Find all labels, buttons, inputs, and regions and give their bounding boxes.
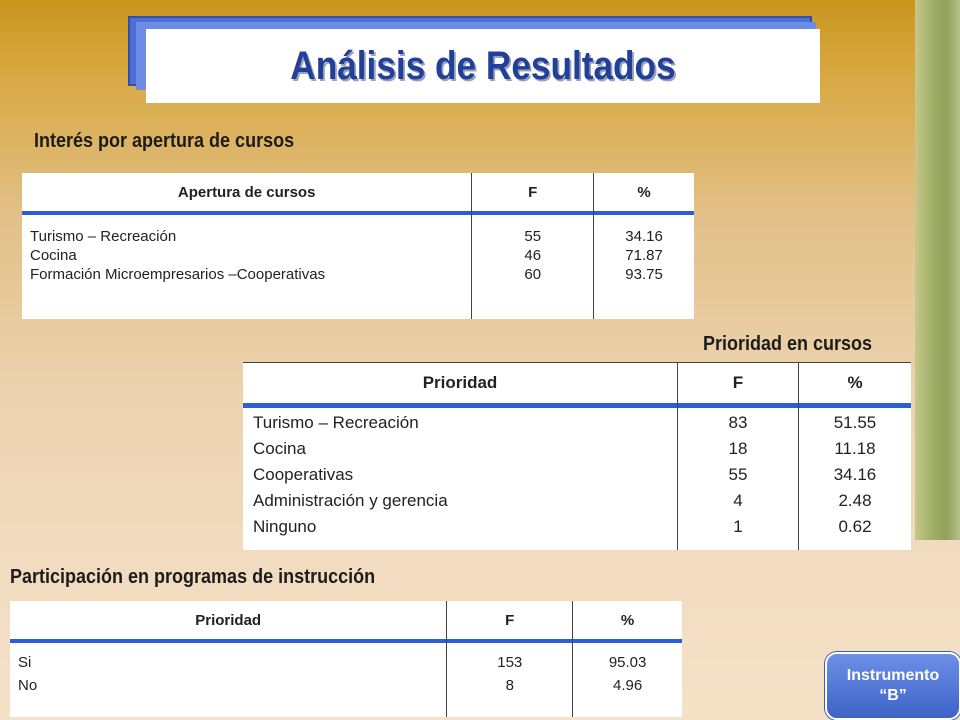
table-cell-label: Cooperativas <box>253 465 354 484</box>
table-cell-pct: 34.16 <box>833 465 877 484</box>
table-cell-f: 60 <box>524 266 542 283</box>
table-apertura-cursos <box>22 173 694 319</box>
label-column <box>10 643 446 717</box>
table-cell-f: 8 <box>505 677 514 694</box>
label-column <box>243 408 677 550</box>
table-cell-pct: 51.55 <box>833 413 877 432</box>
badge-line-1: Instrumento <box>846 667 940 684</box>
table-cell-pct: 4.96 <box>612 677 643 694</box>
table-body <box>22 215 694 319</box>
table-body <box>243 408 911 550</box>
table-cell-pct: 95.03 <box>608 654 647 671</box>
column-header-f: F <box>446 601 572 639</box>
table-cell-label: Formación Microempresarios –Cooperativas <box>30 266 326 283</box>
column-header-pct: % <box>572 601 682 639</box>
table-cell-pct: 11.18 <box>834 439 876 458</box>
section-heading-apertura: Interés por apertura de cursos <box>34 130 295 152</box>
table-cell-label: Turismo – Recreación <box>30 228 177 245</box>
pct-column <box>593 215 694 319</box>
column-header-prioridad: Prioridad <box>422 373 498 392</box>
table-cell-pct: 93.75 <box>625 266 663 283</box>
badge-line-2: “B” <box>879 687 907 704</box>
f-column <box>446 643 572 717</box>
table-cell-label: Ninguno <box>253 517 317 536</box>
column-header-apertura: Apertura de cursos <box>177 183 316 201</box>
table-cell-f: 83 <box>728 413 748 432</box>
table-cell-f: 55 <box>728 465 748 484</box>
pct-column <box>798 408 911 550</box>
table-header <box>243 362 911 403</box>
f-column <box>471 215 593 319</box>
column-header-f: F <box>471 173 593 211</box>
label-column <box>22 215 471 319</box>
table-header <box>22 173 694 211</box>
table-cell-f: 46 <box>524 247 542 264</box>
table-cell-label: Cocina <box>30 247 77 264</box>
table-cell-f: 1 <box>733 517 743 536</box>
page-title: Análisis de Resultados <box>290 43 676 88</box>
table-cell-pct: 71.87 <box>625 247 663 264</box>
table-cell-label: Si <box>18 654 32 671</box>
f-column <box>677 408 798 550</box>
decorative-side-band <box>915 0 960 540</box>
table-cell-pct: 0.62 <box>838 517 872 536</box>
table-cell-pct: 2.48 <box>838 491 872 510</box>
pct-column <box>572 643 682 717</box>
table-prioridad-cursos <box>243 362 911 550</box>
column-header-prioridad: Prioridad <box>195 611 262 629</box>
table-cell-label: No <box>18 677 38 694</box>
table-cell-f: 4 <box>733 491 743 510</box>
table-cell-label: Turismo – Recreación <box>253 413 419 432</box>
column-header-pct: % <box>798 363 911 403</box>
table-cell-label: Cocina <box>253 439 306 458</box>
section-heading-participacion: Participación en programas de instrucción <box>10 566 376 588</box>
instrumento-b-button[interactable] <box>825 652 960 720</box>
table-cell-f: 55 <box>524 228 542 245</box>
table-cell-f: 153 <box>497 654 523 671</box>
table-cell-label: Administración y gerencia <box>253 491 448 510</box>
table-participacion <box>10 601 682 717</box>
table-cell-pct: 34.16 <box>625 228 663 245</box>
table-cell-f: 18 <box>728 439 748 458</box>
column-header-pct: % <box>593 173 694 211</box>
table-body <box>10 643 682 717</box>
table-header <box>10 601 682 639</box>
column-header-f: F <box>677 363 798 403</box>
section-heading-prioridad: Prioridad en cursos <box>703 333 873 355</box>
title-banner <box>146 29 820 103</box>
